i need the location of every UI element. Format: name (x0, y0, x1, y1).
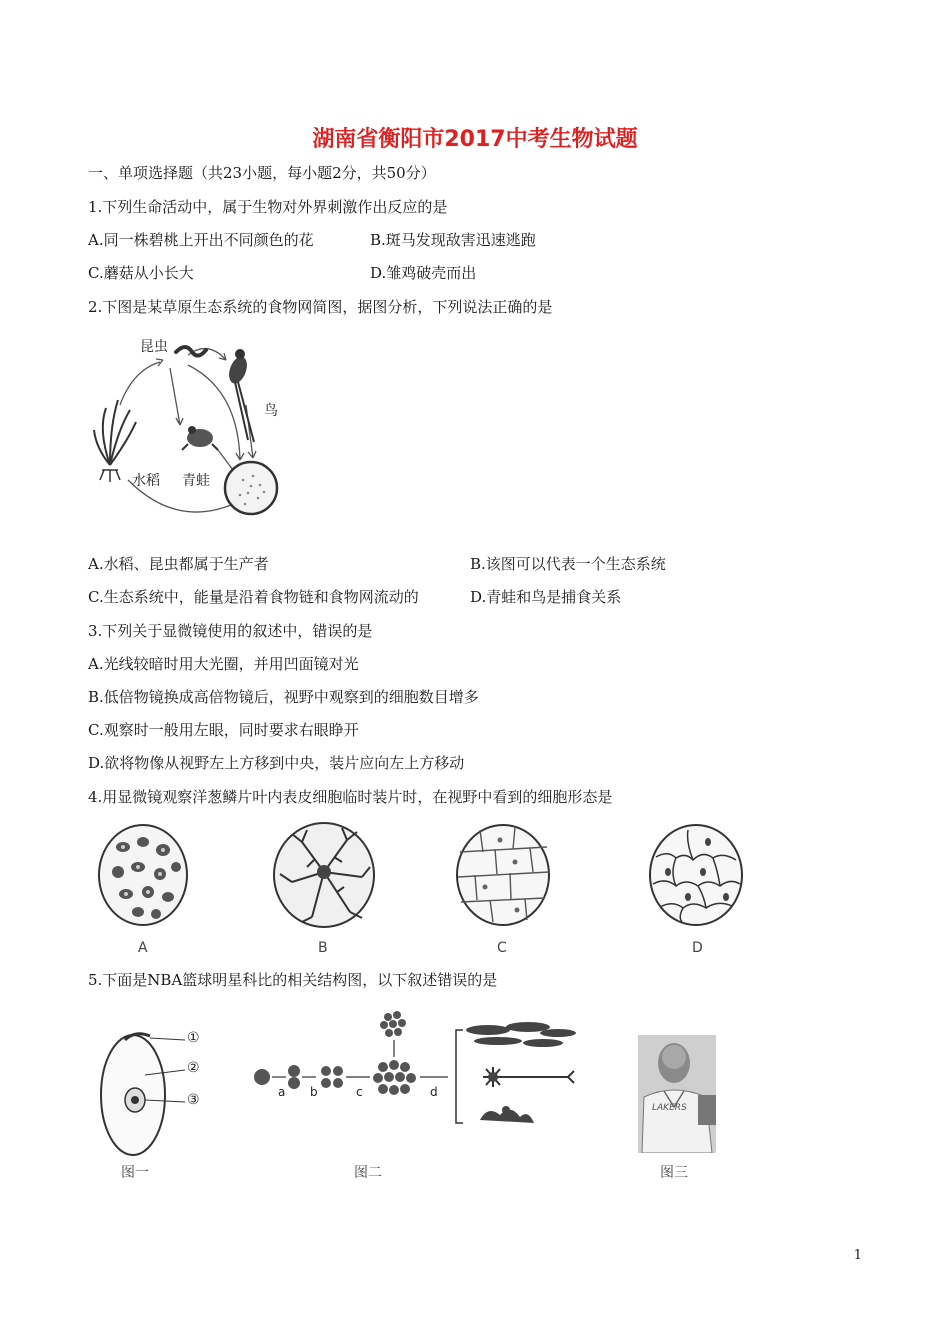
cell-label-a: A (138, 940, 148, 956)
q1-option-a: A.同一株碧桃上开出不同颜色的花 (88, 231, 314, 249)
q2-option-d: D.青蛙和鸟是捕食关系 (470, 588, 622, 606)
label-frog: 青蛙 (182, 473, 210, 489)
q1-option-d: D.雏鸡破壳而出 (370, 264, 477, 282)
section-heading: 一、单项选择题（共23小题，每小题2分，共50分） (88, 164, 436, 182)
cell-label-b: B (318, 940, 328, 956)
q1-option-b: B.斑马发现敌害迅速逃跑 (370, 231, 536, 249)
page-number: 1 (853, 1248, 862, 1263)
fig2-mark-a: a (278, 1085, 286, 1099)
figure-2-differentiation (248, 1005, 598, 1190)
fig1-mark-2: ② (187, 1060, 200, 1076)
caption-figure-2: 图二 (354, 1165, 382, 1181)
fig1-mark-1: ① (187, 1030, 200, 1046)
q4-stem: 4.用显微镜观察洋葱鳞片叶内表皮细胞临时装片时，在视野中看到的细胞形态是 (88, 788, 613, 806)
cell-image-b (272, 822, 382, 962)
q2-option-b: B.该图可以代表一个生态系统 (470, 555, 666, 573)
q3-option-a: A.光线较暗时用大光圈，并用凹面镜对光 (88, 655, 359, 673)
label-insect: 昆虫 (140, 339, 168, 355)
q2-option-a: A.水稻、昆虫都属于生产者 (88, 555, 269, 573)
jersey-text: LAKERS (652, 1103, 687, 1113)
food-web-figure (88, 330, 308, 530)
q3-option-c: C.观察时一般用左眼，同时要求右眼睁开 (88, 721, 359, 739)
q2-option-c: C.生态系统中，能量是沿着食物链和食物网流动的 (88, 588, 419, 606)
q3-option-b: B.低倍物镜换成高倍物镜后，视野中观察到的细胞数目增多 (88, 688, 479, 706)
cell-image-a (98, 822, 198, 962)
q5-stem: 5.下面是NBA篮球明星科比的相关结构图，以下叙述错误的是 (88, 971, 498, 989)
q1-option-c: C.蘑菇从小长大 (88, 264, 194, 282)
figure-1-cell (95, 1030, 215, 1190)
figure-3-photo (638, 1035, 718, 1190)
fig1-mark-3: ③ (187, 1092, 200, 1108)
cell-label-c: C (497, 940, 507, 956)
cell-image-d (648, 822, 748, 962)
fig2-mark-c: c (356, 1085, 363, 1099)
label-bird: 鸟 (264, 403, 278, 419)
cell-label-d: D (692, 940, 703, 956)
caption-figure-3: 图三 (660, 1165, 688, 1181)
cell-image-c (455, 822, 555, 962)
label-rice: 水稻 (132, 473, 160, 489)
caption-figure-1: 图一 (121, 1165, 149, 1181)
q2-stem: 2.下图是某草原生态系统的食物网简图，据图分析，下列说法正确的是 (88, 298, 553, 316)
q3-option-d: D.欲将物像从视野左上方移到中央，装片应向左上方移动 (88, 754, 465, 772)
page-title: 湖南省衡阳市2017中考生物试题 (312, 127, 638, 152)
q3-stem: 3.下列关于显微镜使用的叙述中，错误的是 (88, 622, 373, 640)
q1-stem: 1.下列生命活动中，属于生物对外界刺激作出反应的是 (88, 198, 448, 216)
fig2-mark-b: b (310, 1085, 318, 1099)
fig2-mark-d: d (430, 1085, 438, 1099)
